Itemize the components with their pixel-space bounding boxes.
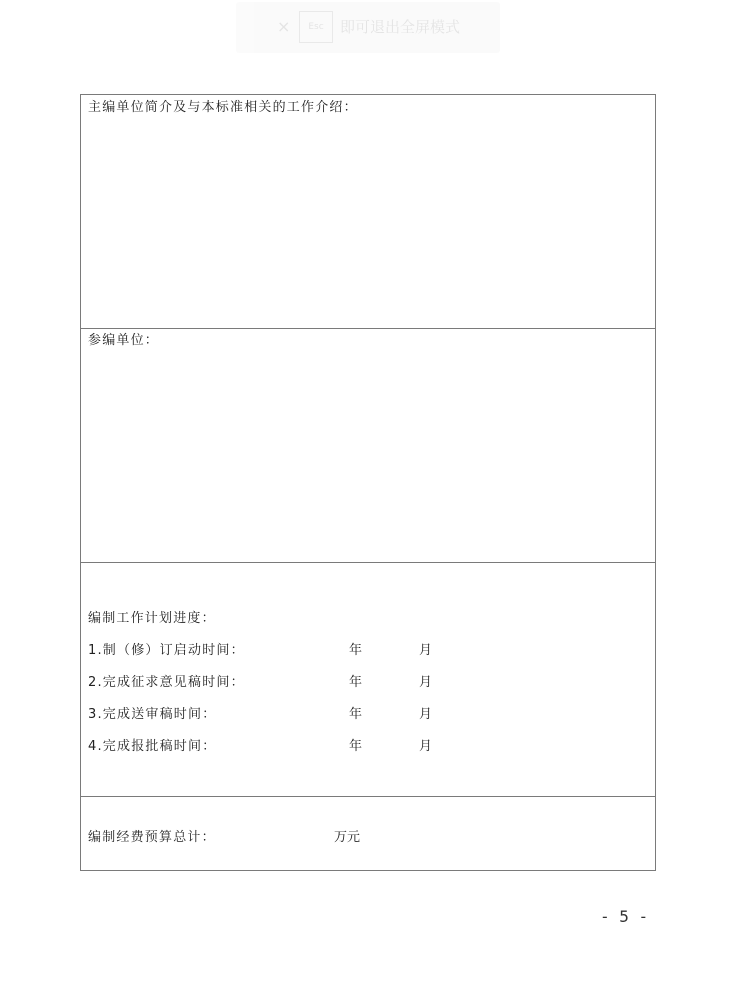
page-number: - 5 -: [600, 907, 649, 926]
schedule-item-label: 1.制（修）订启动时间：: [88, 643, 245, 658]
schedule-title: 编制工作计划进度：: [88, 611, 216, 626]
schedule-item-label: 3.完成送审稿时间：: [88, 707, 217, 722]
month-unit: 月: [419, 675, 433, 690]
budget-section[interactable]: [81, 797, 655, 870]
schedule-item-label: 2.完成征求意见稿时间：: [88, 675, 245, 690]
budget-label: 编制经费预算总计：: [88, 830, 216, 845]
year-unit: 年: [349, 739, 363, 754]
participating-units-label: 参编单位：: [88, 333, 160, 348]
month-unit: 月: [419, 643, 433, 658]
fullscreen-hint-text: 即可退出全屏模式: [340, 18, 461, 36]
budget-unit: 万元: [334, 830, 361, 845]
participating-units-section[interactable]: [81, 329, 655, 562]
chief-unit-label: 主编单位简介及与本标准相关的工作介绍：: [88, 100, 358, 115]
close-icon[interactable]: ×: [277, 17, 291, 36]
fullscreen-exit-hint[interactable]: [236, 2, 500, 53]
year-unit: 年: [349, 707, 363, 722]
schedule-section: [81, 563, 655, 796]
year-unit: 年: [349, 643, 363, 658]
year-unit: 年: [349, 675, 363, 690]
chief-unit-section[interactable]: [81, 95, 655, 328]
month-unit: 月: [419, 739, 433, 754]
schedule-item-label: 4.完成报批稿时间：: [88, 739, 217, 754]
esc-key-icon: Esc: [299, 11, 333, 43]
month-unit: 月: [419, 707, 433, 722]
standard-application-form-table: [80, 94, 656, 871]
